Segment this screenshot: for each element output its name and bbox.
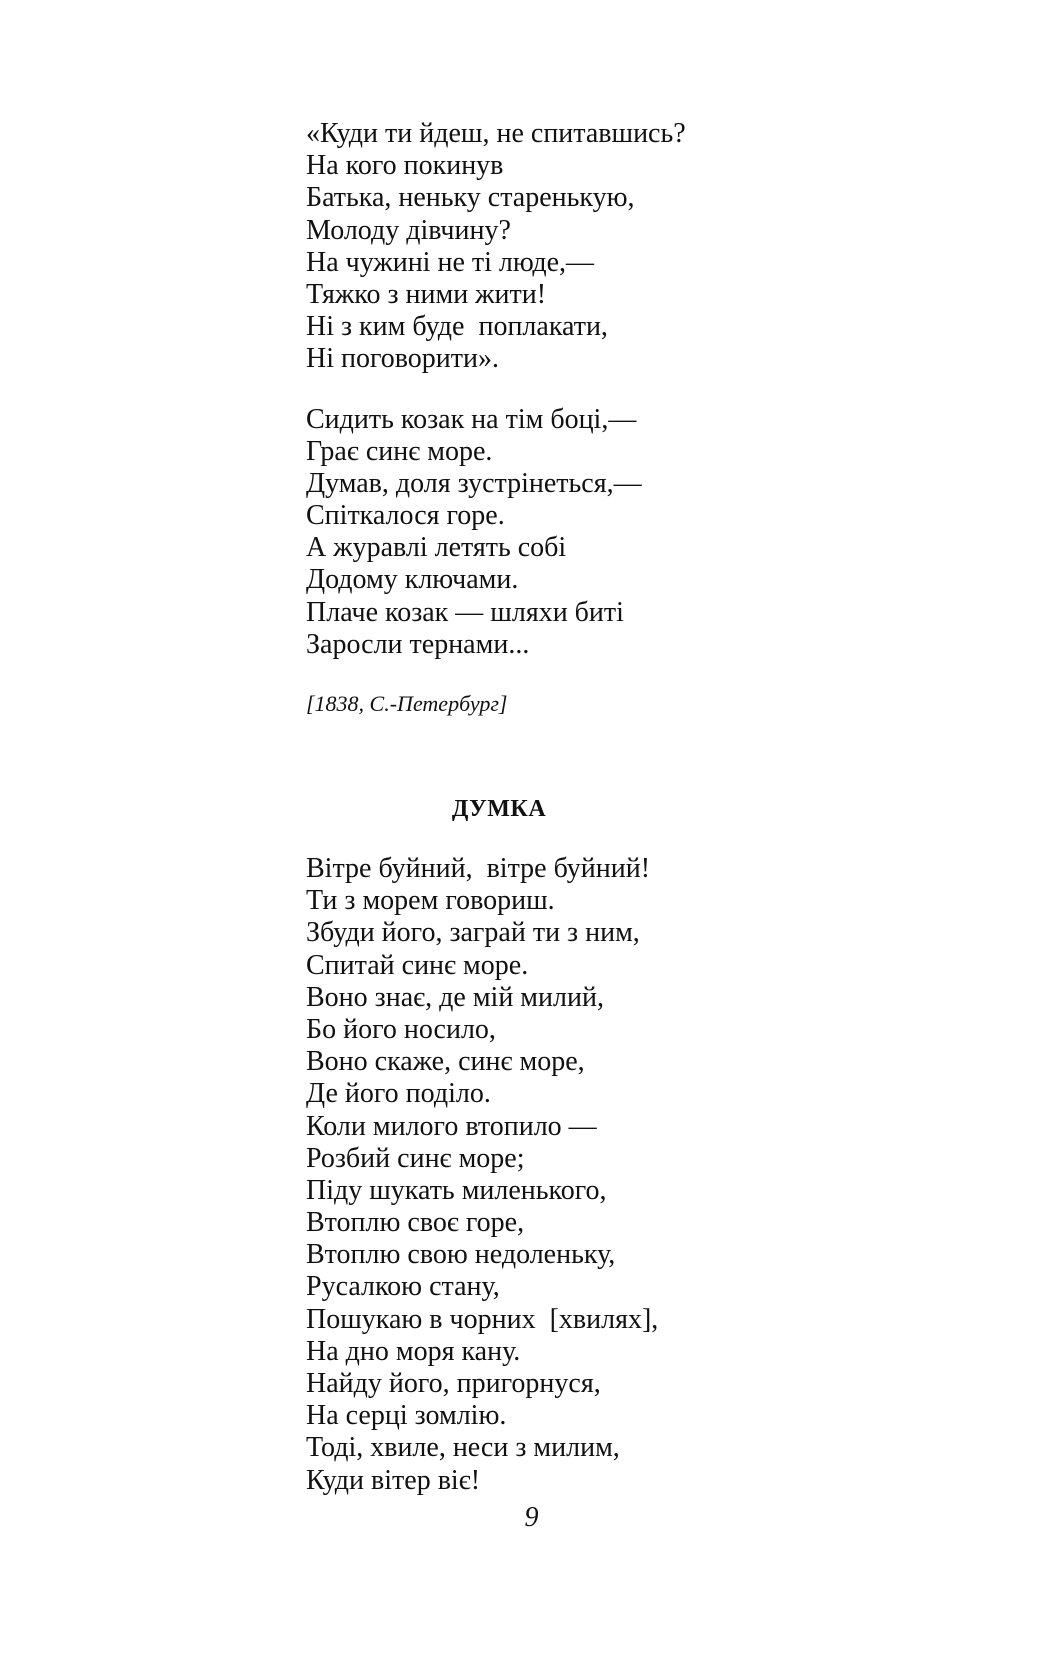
poem-line: Розбий синє море; xyxy=(306,1142,525,1174)
poem-line: Думав, доля зустрінеться,— xyxy=(306,467,642,499)
poem-line: Воно скаже, синє море, xyxy=(306,1046,585,1078)
poem-line: Заросли тернами... xyxy=(306,628,530,660)
title-spacer xyxy=(306,823,826,853)
poem-line: Найду його, пригорнуся, xyxy=(306,1368,601,1399)
poem-line: Спитай синє море. xyxy=(306,949,529,981)
poem-line: На чужині не ті люде,— xyxy=(306,246,595,278)
poem-line: На серці зомлію. xyxy=(306,1400,507,1432)
poem-line: Тоді, хвиле, неси з милим, xyxy=(306,1432,620,1464)
poem-line: Бо його носило, xyxy=(306,1013,496,1045)
poem-line: Ні поговорити». xyxy=(306,343,500,375)
poem-line: Пошукаю в чорних [хвилях], xyxy=(306,1303,659,1335)
poem-line: Воно знає, де мій милий, xyxy=(306,981,604,1013)
poem-line: Втоплю своє горе, xyxy=(306,1207,525,1239)
stanza-spacer xyxy=(306,376,826,404)
page-number: 9 xyxy=(524,1502,539,1533)
poem1-stanza-1 xyxy=(306,118,826,376)
poem-line: На кого покинув xyxy=(306,150,504,182)
poem-line: «Куди ти йдеш, не спитавшись? xyxy=(306,118,686,149)
poem-line: Сидить козак на тім боці,— xyxy=(306,403,637,435)
text-column xyxy=(306,118,826,1497)
poem-line: Ти з морем говориш. xyxy=(306,885,555,917)
poem-dateline: [1838, С.-Петербург] xyxy=(306,691,508,716)
poem-line: Додому ключами. xyxy=(306,564,519,596)
poem2-body xyxy=(306,853,826,1497)
poem-line: Плаче козак — шляхи биті xyxy=(306,596,624,628)
poem-line: Коли милого втопило — xyxy=(306,1110,597,1142)
poem-line: Піду шукать миленького, xyxy=(306,1174,607,1206)
poem-line: Русалкою стану, xyxy=(306,1271,500,1303)
poem-line: Де його поділо. xyxy=(306,1078,491,1110)
poem-line: Вітре буйний, вітре буйний! xyxy=(306,853,651,884)
poem-title: ДУМКА xyxy=(451,796,547,822)
poem-line: Тяжко з ними жити! xyxy=(306,278,547,310)
poem-line: Батька, неньку старенькую, xyxy=(306,182,635,214)
poem1-stanza-2 xyxy=(306,404,826,662)
poem-line: Збуди його, заграй ти з ним, xyxy=(306,917,640,949)
poem-line: Ні з ким буде поплакати, xyxy=(306,311,608,343)
poem-line: Молоду дівчину? xyxy=(306,214,511,246)
poem-line: Втоплю свою недоленьку, xyxy=(306,1239,616,1271)
poem-line: Куди вітер віє! xyxy=(306,1464,481,1496)
poem-line: Спіткалося горе. xyxy=(306,500,505,532)
poem-line: А журавлі летять собі xyxy=(306,532,567,564)
poem-line: Грає синє море. xyxy=(306,435,493,467)
poem-line: На дно моря кану. xyxy=(306,1335,521,1367)
